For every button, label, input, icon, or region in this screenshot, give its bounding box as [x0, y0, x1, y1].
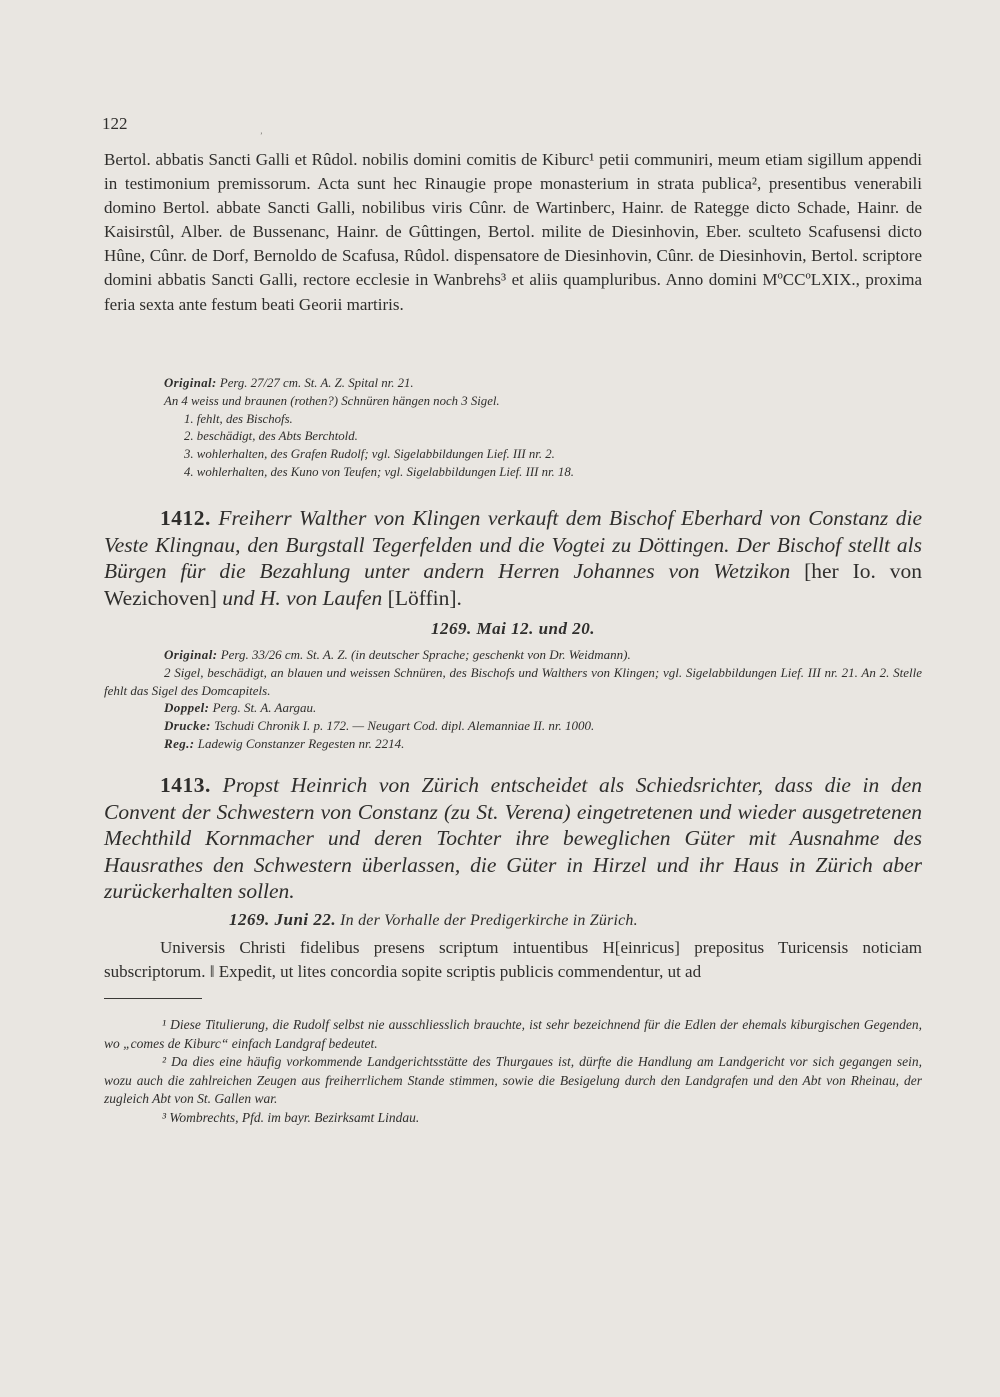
charter-text-1413: Universis Christi fidelibus presens scriptum intuentibus H[einricus] prepositus Turicensis noticiam subscriptorum. ‖ Expedit, ut lites concordia sopite scriptis publicis commendentur, ut ad [104, 938, 922, 982]
doppel-line [104, 699, 922, 717]
doppel-label: Doppel: [164, 700, 210, 716]
original-line [104, 375, 922, 393]
stray-mark: ’ [260, 131, 263, 140]
seal-item-4: 4. wohlerhalten, des Kuno von Teufen; vgl. Sigelabbildungen Lief. III nr. 18. [184, 464, 574, 479]
original-line [104, 646, 922, 664]
regest-1412 [104, 505, 922, 611]
original-text: Perg. 33/26 cm. St. A. Z. (in deutscher Sprache; geschenkt von Dr. Weidmann). [220, 647, 631, 662]
page-number: 122 [102, 114, 128, 133]
drucke-label: Drucke: [164, 718, 211, 734]
charter-text-continued: Bertol. abbatis Sancti Galli et Rûdol. nobilis domini comitis de Kiburc¹ petii communiri, meum etiam sigillum appendi in testimonium premissorum. Acta sunt hec Rinaugie prope monasterium in strata publica², presentibus venerabili domino Bertol. abbate Sancti Galli, nobilibus viris Cûnr. de Wartinberc, Hainr. de Rategge dicto Schade, Hainr. de Kaisirstûl, Alber. de Bussenanc, Hainr. de Gûttingen, Bertol. milite de Diesinhovin, Eber. sculteto Scafusensi dicto Hûne, Cûnr. de Dorf, Bernoldo de Scafusa, Rûdol. dispensatore de Diesinhovin, Cûnr. de Diesinhovin, Bertol. scriptore domini abbatis Sancti Galli, rectore ecclesie in Wanbrehs³ et aliis quampluribus. Anno domini MºCCºLXIX., proxima feria sexta ante festum beati Georii martiris. [104, 150, 922, 314]
footnote-3: ³ Wombrechts, Pfd. im bayr. Bezirksamt Lindau. [162, 1109, 420, 1125]
regest-text-b: und H. von Laufen [222, 585, 383, 610]
doppel-text: Perg. St. A. Aargau. [212, 700, 317, 716]
notes-1412 [104, 646, 922, 753]
original-label: Original: [164, 376, 217, 390]
drucke-line [104, 717, 922, 735]
footnote-2: ² Da dies eine häufig vorkommende Landgerichtsstätte des Thurgaues ist, dürfte die Handlung am Landgericht vor sich gegangen sein, wozu auch die zahlreichen Zeugen aus freiherrlichem Stande stimmen, sowie die Besigelung durch den Landgrafen und den Abt von Rheinau, der zugleich Abt von St. Gallen war. [104, 1054, 922, 1107]
regest-text: Propst Heinrich von Zürich entscheidet als Schiedsrichter, dass die in den Convent der Schwestern von Constanz (zu St. Verena) eingetretenen und wieder ausgetretenen Mechthild Kornmacher und deren Tochter ihre beweglichen Güter mit Ausnahme des Hausrathes den Schwestern überlassen, die Güter in Hirzel und ihr Haus in Zürich aber zurückerhalten sollen. [104, 773, 922, 904]
seal-item-3: 3. wohlerhalten, des Grafen Rudolf; vgl. Sigelabbildungen Lief. III nr. 2. [184, 447, 555, 462]
regest-bracket-b: [Löffin]. [387, 585, 462, 610]
date-1412: 1269. Mai 12. und 20. [431, 619, 595, 638]
seal-line: An 4 weiss und braunen (rothen?) Schnüren hängen noch 3 Sigel. [164, 393, 500, 408]
notes-1411 [104, 375, 922, 482]
original-label: Original: [164, 647, 218, 662]
date-1413: 1269. Juni 22. [229, 910, 337, 929]
regest-bracket-a: [her Io. von Wezichoven] [104, 559, 922, 610]
dateline-1413 [104, 910, 922, 930]
original-text: Perg. 27/27 cm. St. A. Z. Spital nr. 21. [219, 376, 414, 390]
regest-number: 1413. [160, 773, 211, 797]
reg-line [104, 735, 922, 753]
regest-number: 1412. [160, 506, 211, 530]
footnotes [104, 1016, 922, 1128]
place-1413: In der Vorhalle der Predigerkirche in Zürich. [340, 912, 638, 929]
footnote-rule [104, 998, 202, 999]
reg-text: Ladewig Constanzer Regesten nr. 2214. [197, 735, 405, 751]
regest-1413 [104, 772, 922, 905]
regest-text-a: Freiherr Walther von Klingen verkauft dem Bischof Eberhard von Constanz die Veste Klingnau, den Burgstall Tegerfelden und die Vogtei zu Döttingen. Der Bischof stellt als Bürgen für die Bezahlung unter andern Herren Johannes von Wetzikon [104, 506, 922, 584]
footnote-1: ¹ Diese Titulierung, die Rudolf selbst nie ausschliesslich brauchte, ist sehr bezeichnend für die Edlen der ehemals kiburgischen Gegenden, wo „comes de Kiburc“ einfach Landgraf bedeutet. [104, 1017, 922, 1051]
drucke-text: Tschudi Chronik I. p. 172. — Neugart Cod. dipl. Alemanniae II. nr. 1000. [214, 718, 595, 734]
seal-item-2: 2. beschädigt, des Abts Berchtold. [184, 429, 358, 444]
seal-item-1: 1. fehlt, des Bischofs. [184, 411, 293, 426]
reg-label: Reg.: [164, 735, 195, 751]
seal-text: 2 Sigel, beschädigt, an blauen und weissen Schnüren, des Bischofs und Walthers von Klingen; vgl. Sigelabbildungen Lief. III nr. 21. An 2. Stelle fehlt das Sigel des Domcapitels. [104, 664, 922, 698]
